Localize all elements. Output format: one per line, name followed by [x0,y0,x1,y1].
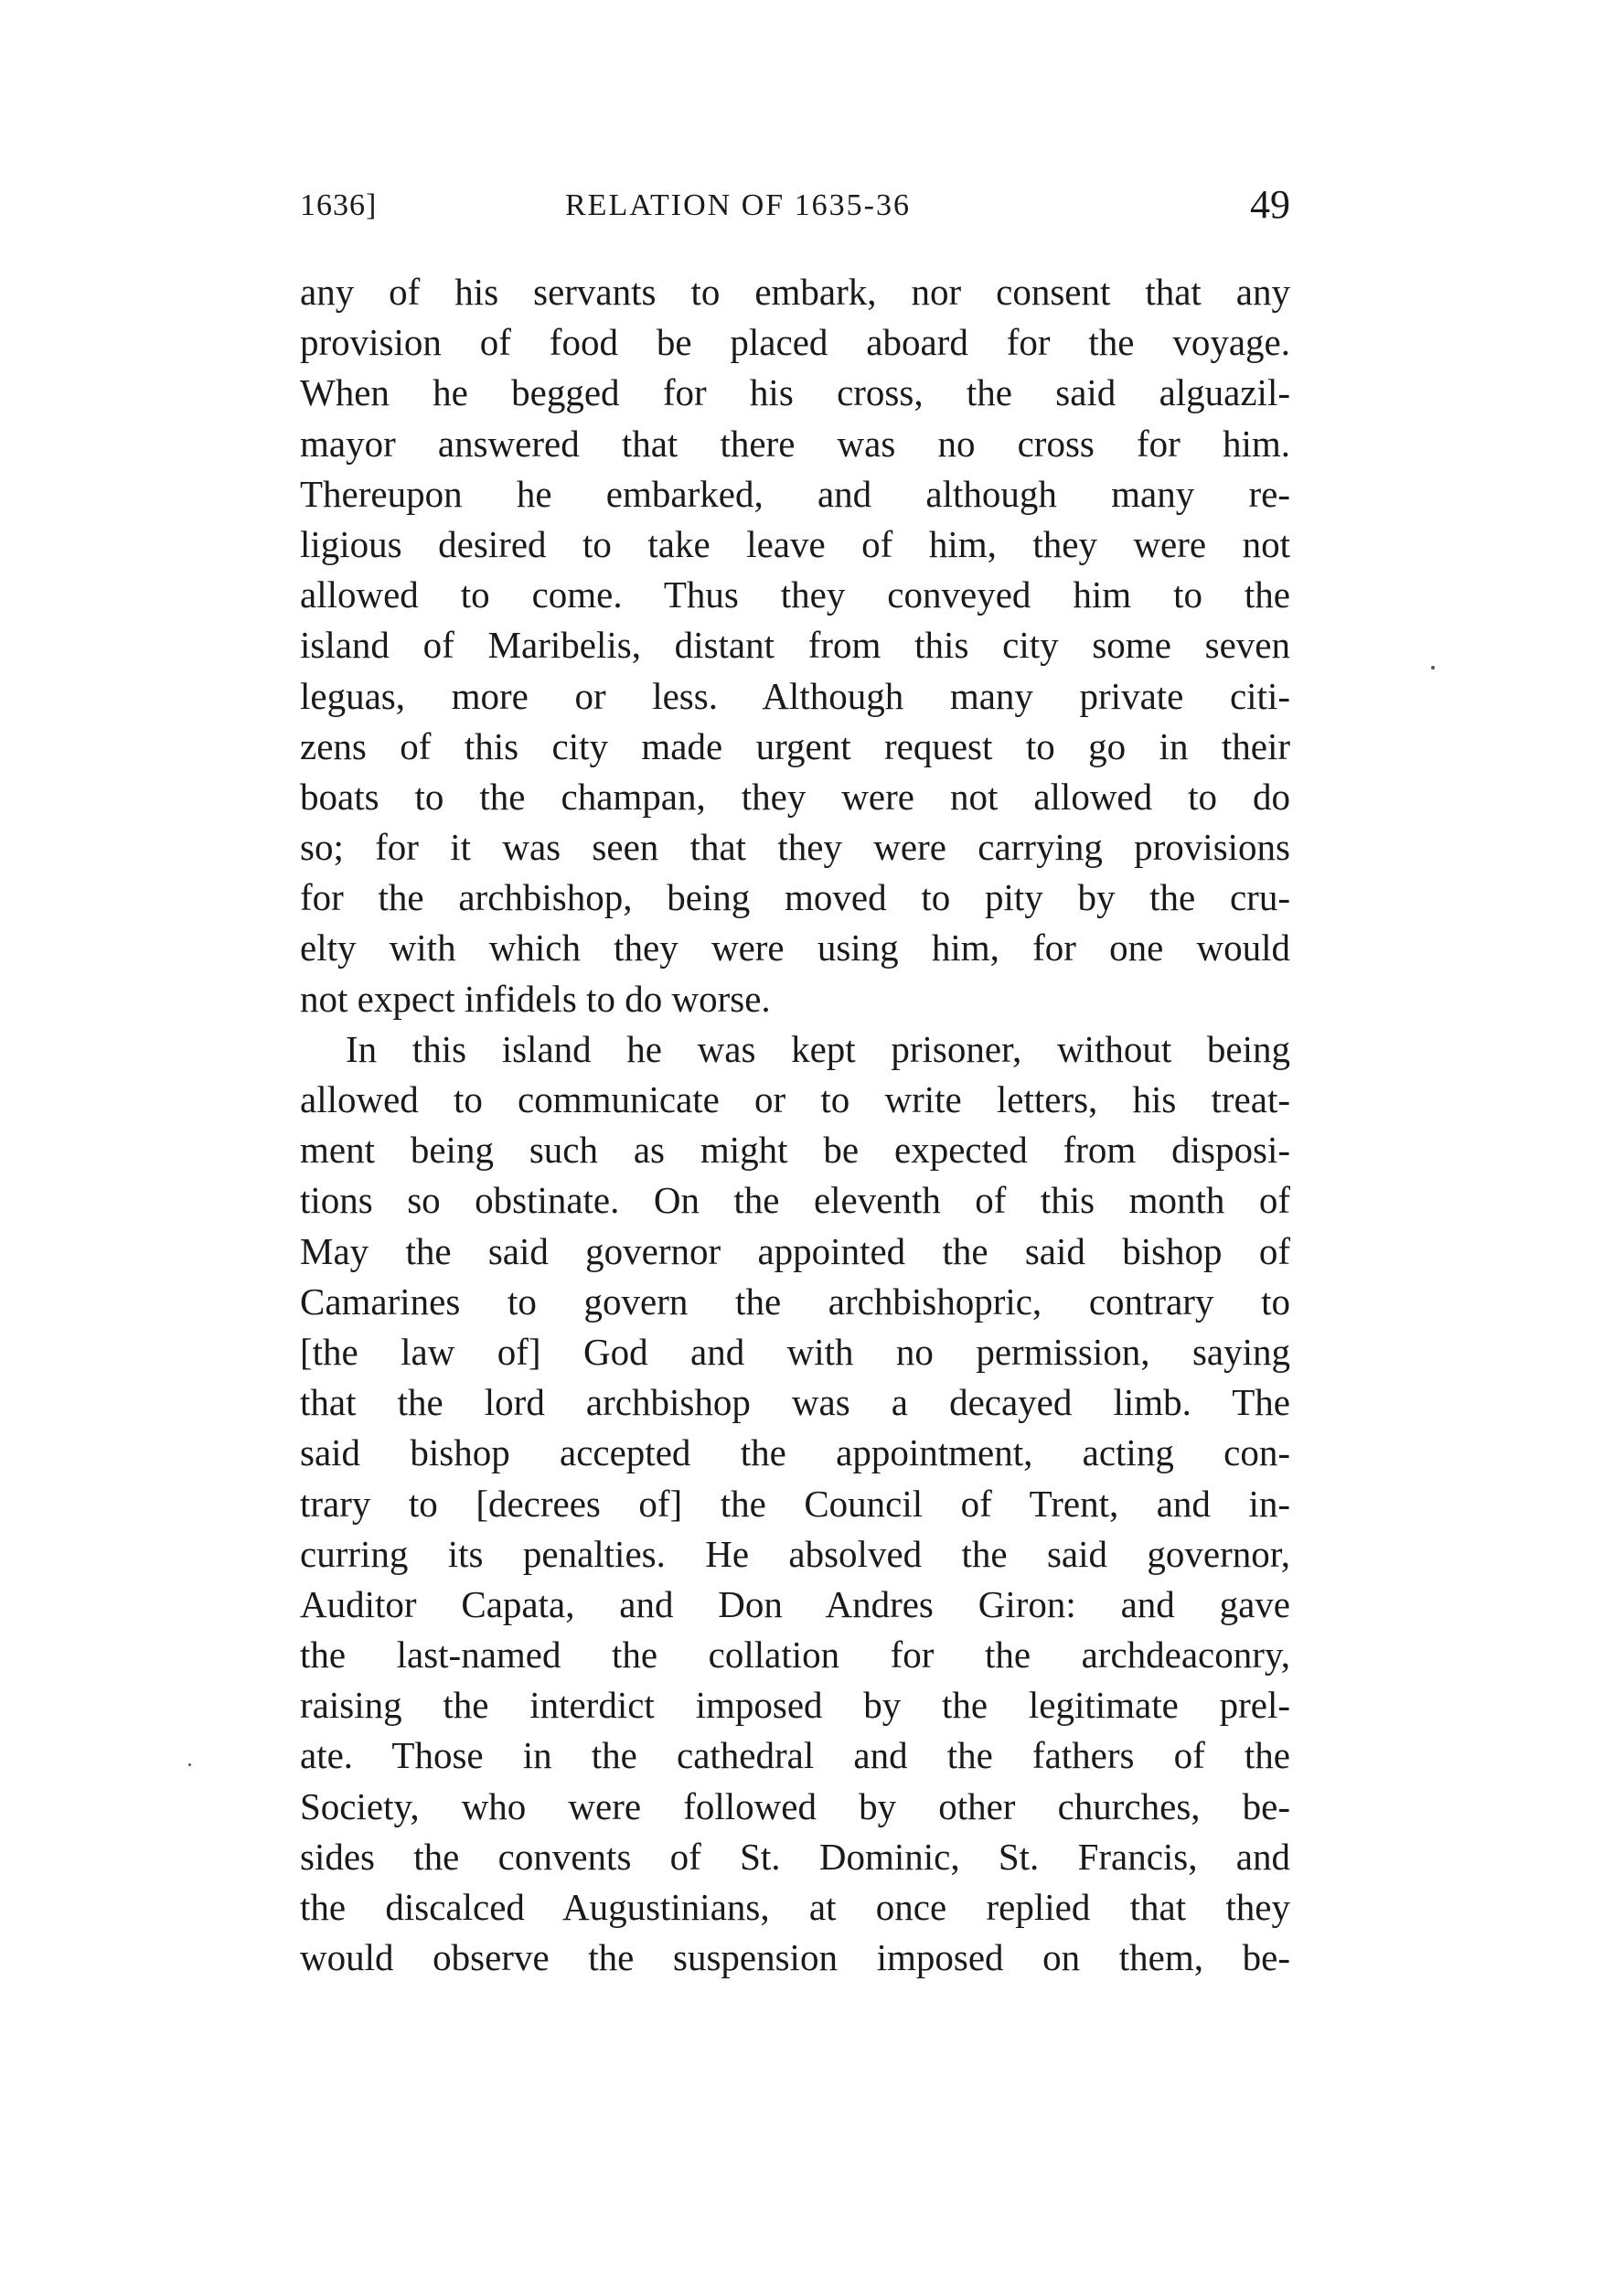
text-line: leguas, more or less. Although many private citi- [300,674,1290,717]
text-line: mayor answered that there was no cross for him. [300,422,1290,465]
text-line: sides the convents of St. Dominic, St. Francis, and [300,1835,1290,1878]
text-line: not expect infidels to do worse. [300,977,771,1020]
text-line: curring its penalties. He absolved the said governor, [300,1532,1290,1575]
text-line: the discalced Augustinians, at once replied that they [300,1886,1290,1928]
text-line: so; for it was seen that they were carrying provisions [300,826,1290,869]
text-line: boats to the champan, they were not allowed to do [300,775,1290,818]
text-line: elty with which they were using him, for one would [300,927,1290,969]
text-line: that the lord archbishop was a decayed limb. The [300,1381,1290,1424]
text-line: said bishop accepted the appointment, acting con- [300,1431,1290,1474]
scan-speck [1431,666,1435,670]
paragraph-2 [300,1024,1290,1984]
text-line: the last-named the collation for the archdeaconry, [300,1634,1290,1676]
text-line: Thereupon he embarked, and although many re- [300,472,1290,515]
text-line: Camarines to govern the archbishopric, contrary to [300,1280,1290,1323]
text-line: zens of this city made urgent request to go in their [300,724,1290,767]
text-line: would observe the suspension imposed on them, be- [300,1936,1290,1979]
text-line: raising the interdict imposed by the legitimate prel- [300,1684,1290,1727]
text-line: island of Maribelis, distant from this city some seven [300,624,1290,667]
text-line: In this island he was kept prisoner, without being [346,1027,1290,1070]
text-line: allowed to communicate or to write letters, his treat- [300,1078,1290,1120]
page-number: 49 [1250,182,1290,227]
text-line: Society, who were followed by other churches, be- [300,1784,1290,1827]
text-line: provision of food be placed aboard for the voyage. [300,321,1290,364]
text-line: any of his servants to embark, nor consent that any [300,271,1290,313]
text-line: ate. Those in the cathedral and the fathers of the [300,1734,1290,1777]
running-head [300,181,1290,236]
text-line: Auditor Capata, and Don Andres Giron: and gave [300,1582,1290,1625]
text-line: tions so obstinate. On the eleventh of this month of [300,1179,1290,1222]
text-line: allowed to come. Thus they conveyed him to the [300,573,1290,616]
text-line: ment being such as might be expected from disposi- [300,1129,1290,1172]
text-line: May the said governor appointed the said bishop of [300,1229,1290,1272]
body-text [300,267,1290,1983]
text-line: ligious desired to take leave of him, they were not [300,522,1290,565]
scan-speck [188,1763,191,1766]
running-head-title: RELATION OF 1635-36 [565,188,911,222]
text-line: trary to [decrees of] the Council of Trent, and in- [300,1482,1290,1525]
running-head-year: 1636] [300,188,378,222]
text-line: for the archbishop, being moved to pity by the cru- [300,876,1290,919]
paragraph-1 [300,267,1290,1024]
text-line: When he begged for his cross, the said alguazil- [300,371,1290,414]
text-line: [the law of] God and with no permission, saying [300,1330,1290,1373]
